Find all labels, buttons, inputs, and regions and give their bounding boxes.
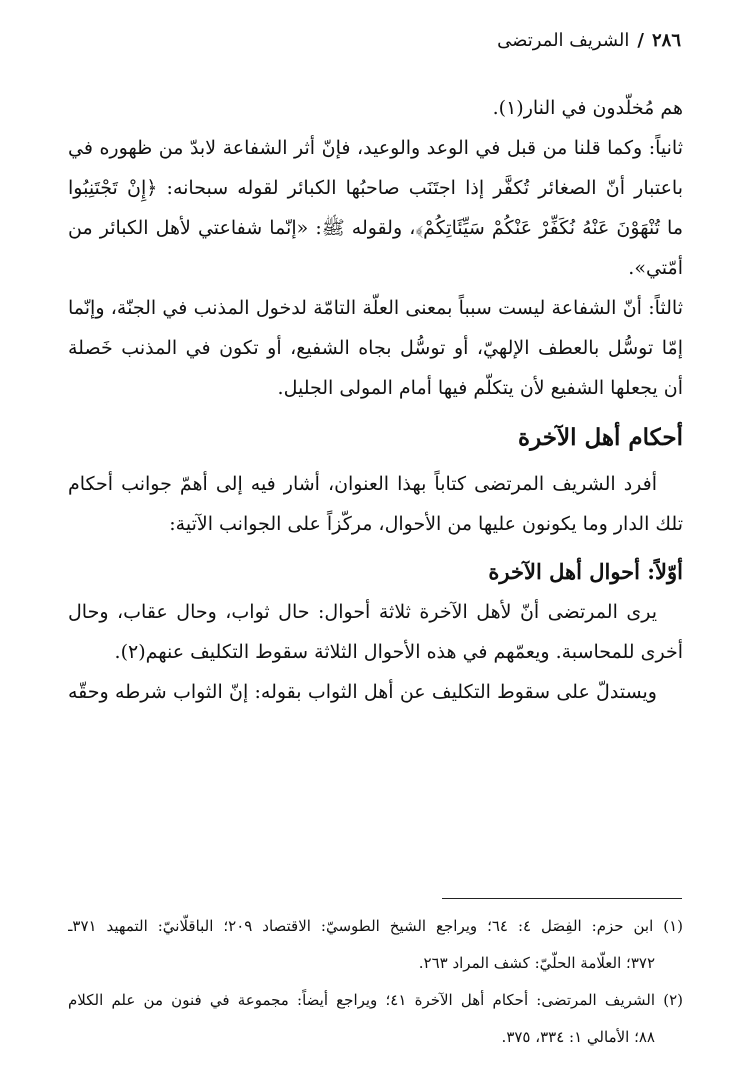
text-line: إمّا توسُّل بالعطف الإلهيّ، أو توسُّل بجاه الشفيع، أو تكون في المذنب خَصلة xyxy=(68,337,683,359)
main-text xyxy=(68,88,683,712)
text-line: أن يجعلها الشفيع لأن يتكلّم فيها أمام المولى الجليل. xyxy=(277,377,683,399)
text-line: هم مُخلّدون في النار(١). xyxy=(492,97,683,119)
text-line: تلك الدار وما يكونون عليها من الأحوال، مركّزاً على الجوانب الآتية: xyxy=(169,513,683,535)
text-line: يرى المرتضى أنّ لأهل الآخرة ثلاثة أحوال: حال ثواب، وحال عقاب، وحال xyxy=(68,601,657,623)
text-line: ثالثاً: أنّ الشفاعة ليست سبباً بمعنى العلّة التامّة لدخول المذنب في الجنّة، وإنّما xyxy=(68,297,683,319)
page-number: ٢٨٦ xyxy=(651,30,681,51)
text-line: أخرى للمحاسبة. ويعمّهم في هذه الأحوال الثلاثة سقوط التكليف عنهم(٢). xyxy=(114,641,683,663)
footnote-2-continuation: ٨٨؛ الأمالي ١: ٣٣٤، ٣٧٥. xyxy=(501,1028,655,1046)
section-heading: أحكام أهل الآخرة xyxy=(518,424,683,451)
page-header xyxy=(497,30,681,51)
footnote-1-continuation: ٣٧٢؛ العلّامة الحلّيّ: كشف المراد ٢٦٣. xyxy=(418,954,655,972)
text-line: أمّتي». xyxy=(628,257,683,279)
text-line: ويستدلّ على سقوط التكليف عن أهل الثواب بقوله: إنّ الثواب شرطه وحقّه xyxy=(68,681,657,703)
footnote-2: (٢) الشريف المرتضى: أحكام أهل الآخرة ٤١؛ ويراجع أيضاً: مجموعة في فنون من علم الكلام xyxy=(68,991,683,1009)
header-separator: / xyxy=(637,30,644,51)
subsection-heading: أوّلاً: أحوال أهل الآخرة xyxy=(488,559,683,584)
footnote-1: (١) ابن حزم: الفِصَل ٤: ٦٤؛ ويراجع الشيخ الطوسيّ: الاقتصاد ٢٠٩؛ الباقلّانيّ: التمهيد ٣٧١ـ xyxy=(68,917,683,935)
text-line: ما تُنْهَوْنَ عَنْهُ نُكَفِّرْ عَنْكُمْ سَيِّئَاتِكُمْ﴾، ولقوله ﷺ: «إنّما شفاعتي لأهل الكبائر من xyxy=(68,217,683,239)
running-title: الشريف المرتضى xyxy=(497,30,630,51)
text-line: أفرد الشريف المرتضى كتاباً بهذا العنوان، أشار فيه إلى أهمّ جوانب أحكام xyxy=(68,473,657,495)
footnote-divider xyxy=(442,898,682,899)
text-line: باعتبار أنّ الصغائر تُكفَّر إذا اجتَنَب صاحبُها الكبائر لقوله سبحانه: ﴿إِنْ تَجْتَنِبُوا xyxy=(68,177,683,199)
footnotes xyxy=(68,908,683,1056)
text-line: ثانياً: وكما قلنا من قبل في الوعد والوعيد، فإنّ أثر الشفاعة لابدّ من ظهوره في xyxy=(68,137,683,159)
